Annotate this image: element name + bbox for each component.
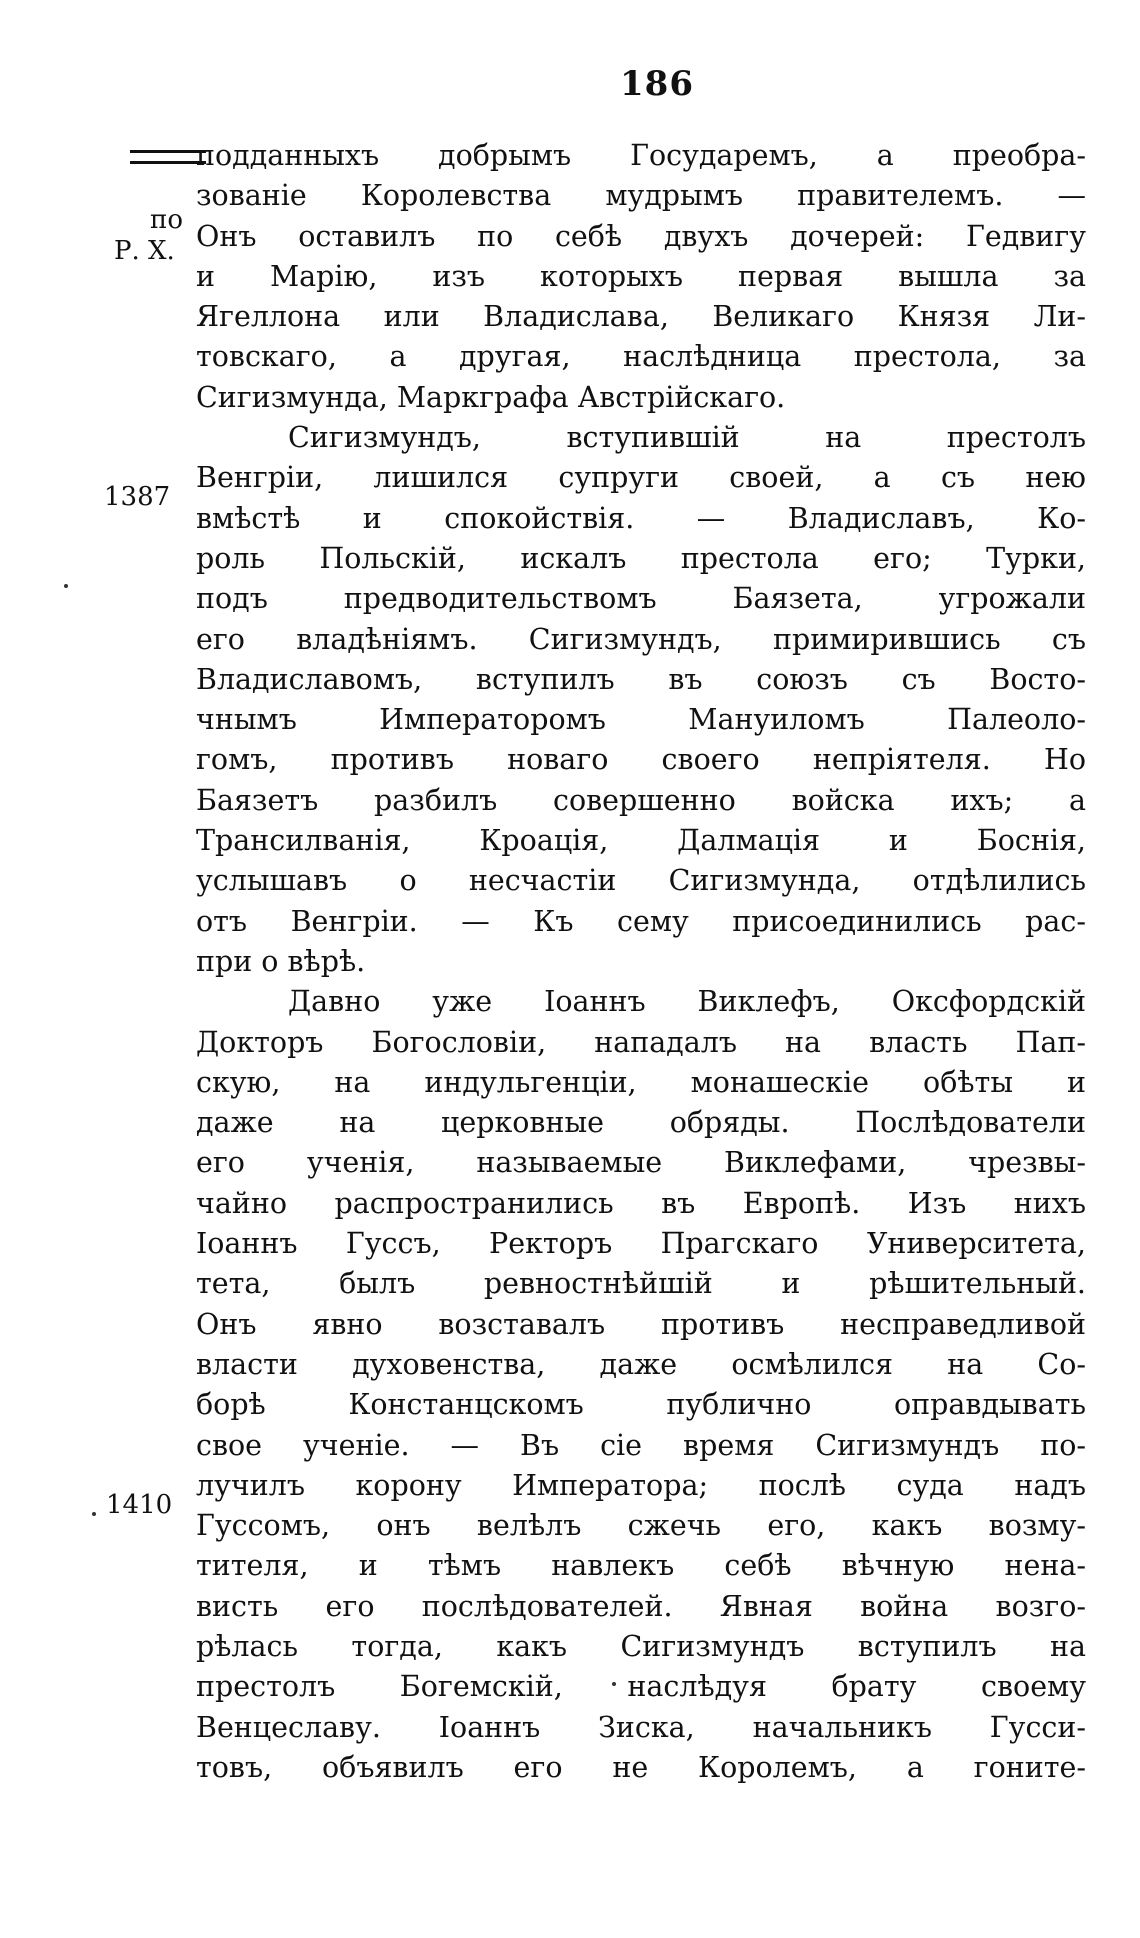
text-line: товскаго, а другая, наслѣдница престола, за [196, 340, 1086, 374]
text-line: его ученія, называемые Виклефами, чрезвы- [196, 1146, 1086, 1180]
text-line: Венгріи, лишился супруги своей, а съ нею [196, 461, 1086, 495]
text-line: престолъ Богемскій, наслѣдуя брату своему [196, 1670, 1086, 1704]
text-line: Онъ оставилъ по себѣ двухъ дочерей: Гедвигу [196, 219, 1086, 253]
text-line: Ягеллона или Владислава, Великаго Князя Ли- [196, 300, 1086, 334]
text-line: Сигизмундъ, вступившій на престолъ [288, 421, 1086, 455]
text-line: вмѣстѣ и спокойствія. — Владиславъ, Ко- [196, 501, 1086, 535]
text-line: Сигизмунда, Маркграфа Австрійскаго. [196, 380, 786, 414]
page-number: 186 [620, 64, 694, 104]
text-line: скую, на индульгенціи, монашескіе обѣты и [196, 1065, 1086, 1099]
text-line: Гуссомъ, онъ велѣлъ сжечь его, какъ возму- [196, 1509, 1086, 1543]
text-line: тителя, и тѣмъ навлекъ себѣ вѣчную нена- [196, 1549, 1086, 1583]
text-line: его владѣніямъ. Сигизмундъ, примирившись съ [196, 622, 1086, 656]
text-line: подъ предводительствомъ Баязета, угрожали [196, 582, 1086, 616]
text-line: власти духовенства, даже осмѣлился на Со- [196, 1347, 1086, 1381]
text-line: лучилъ корону Императора; послѣ суда надъ [196, 1468, 1086, 1502]
text-line: Давно уже Іоаннъ Виклефъ, Оксфордскій [288, 985, 1086, 1019]
text-line: товъ, объявилъ его не Королемъ, а гоните- [196, 1750, 1086, 1784]
text-line: отъ Венгріи. — Къ сему присоединились рас- [196, 904, 1086, 938]
text-line: при о вѣрѣ. [196, 944, 366, 978]
text-line: зованіе Королевства мудрымъ правителемъ. — [196, 179, 1086, 213]
text-line: Венцеславу. Іоаннъ Зиска, начальникъ Гусси- [196, 1710, 1086, 1744]
text-line: Онъ явно возставалъ противъ несправедливой [196, 1307, 1086, 1341]
text-line: борѣ Констанцскомъ публично оправдывать [196, 1388, 1086, 1422]
text-line: рѣлась тогда, какъ Сигизмундъ вступилъ на [196, 1629, 1086, 1663]
text-line: Баязетъ разбилъ совершенно войска ихъ; а [196, 783, 1086, 817]
margin-note-era-top: по [150, 205, 183, 235]
text-line: тета, былъ ревностнѣйшій и рѣшительный. [196, 1267, 1086, 1301]
text-line: висть его послѣдователей. Явная война возго- [196, 1589, 1086, 1623]
margin-note-year-1410: 1410 [106, 1490, 173, 1520]
text-line: гомъ, противъ новаго своего непріятеля. Но [196, 743, 1086, 777]
body-text [196, 136, 1086, 1788]
text-line: Іоаннъ Гуссъ, Ректоръ Прагскаго Университета, [196, 1227, 1086, 1261]
print-speck [64, 584, 68, 588]
text-line: даже на церковные обряды. Послѣдователи [196, 1106, 1086, 1140]
margin-note-era-bottom: Р. Х. [114, 236, 175, 266]
text-line: чайно распространились въ Европѣ. Изъ нихъ [196, 1186, 1086, 1220]
continuation-dash [130, 150, 206, 164]
text-line: услышавъ о несчастіи Сигизмунда, отдѣлились [196, 864, 1086, 898]
margin-note-year-1387: 1387 [104, 482, 171, 512]
text-line: свое ученіе. — Въ сіе время Сигизмундъ по- [196, 1428, 1086, 1462]
print-speck [92, 1512, 96, 1516]
text-line: чнымъ Императоромъ Мануиломъ Палеоло- [196, 703, 1086, 737]
text-line: роль Польскій, искалъ престола его; Турки, [196, 541, 1086, 575]
text-line: подданныхъ добрымъ Государемъ, а преобра- [196, 139, 1086, 172]
text-line: Трансилванія, Кроація, Далмація и Боснія, [196, 824, 1086, 858]
text-line: Владиславомъ, вступилъ въ союзъ съ Восто- [196, 662, 1086, 696]
text-line: Докторъ Богословіи, нападалъ на власть Пап- [196, 1025, 1086, 1059]
text-line: и Марію, изъ которыхъ первая вышла за [196, 259, 1086, 293]
